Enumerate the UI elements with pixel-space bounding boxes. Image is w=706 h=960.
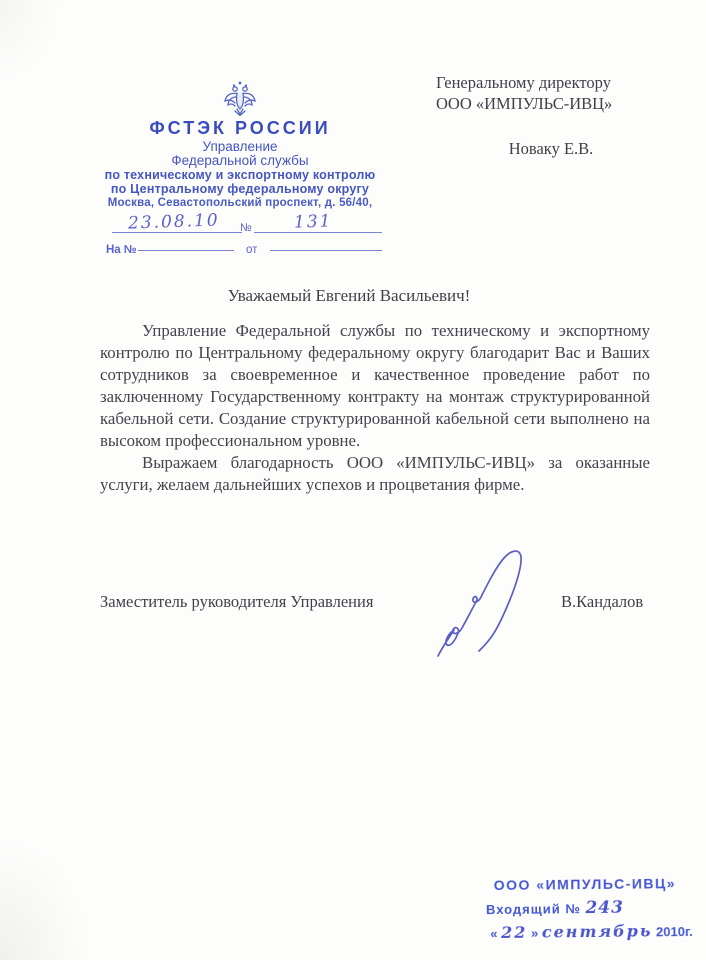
stamp-incoming-row (486, 897, 701, 919)
handwritten-signature (424, 534, 534, 666)
stamp-quote-open: « (490, 926, 498, 942)
ot-label: от (246, 244, 258, 256)
letterhead-org-name: ФСТЭК РОССИИ (149, 118, 331, 138)
body-paragraph-2: Выражаем благодарность ООО «ИМПУЛЬС-ИВЦ» за оказанные услуги, желаем дальнейших успехов и процветания фирме. (100, 453, 650, 494)
body-paragraph-1: Управление Федеральной службы по техническому и экспортному контролю по Центральному федеральному округу благодарит Вас и Ваших сотрудников за своевременное и качественное проведение работ по заключенному Государственному контракту на монтаж структурированной кабельной сети. Создание структурированной кабельной сети выполнено на высоком профессиональном уровне. (100, 321, 650, 450)
letterhead-line-3: по техническому и экспортному контролю (104, 168, 376, 182)
handwritten-number: 131 (293, 211, 333, 233)
letter-body (100, 320, 650, 496)
recipient-name: Новаку Е.В. (508, 139, 594, 158)
letterhead-line-4: по Центральному федеральному округу (110, 182, 370, 196)
stamp-quote-close: » (530, 925, 539, 941)
na-number-label: На № (106, 244, 137, 256)
incoming-registration-stamp (486, 875, 702, 942)
na-number-underline (138, 234, 234, 251)
stamp-incoming-number-handwritten: 243 (585, 897, 625, 919)
salutation: Уважаемый Евгений Васильевич! (227, 286, 471, 305)
stamp-date-row (490, 921, 701, 942)
recipient-position: Генеральному директору (436, 73, 611, 92)
stamp-day-handwritten: 22 (501, 922, 528, 942)
letterhead-line-2: Федеральной службы (171, 153, 309, 168)
letterhead-stamp (80, 80, 400, 262)
double-headed-eagle-emblem (223, 80, 257, 116)
stamp-incoming-number-sign: № (565, 901, 581, 917)
stamp-month-handwritten: сентябрь (541, 921, 653, 942)
number-sign: № (240, 222, 252, 234)
signer-title: Заместитель руководителя Управления (100, 592, 374, 611)
ot-underline (270, 234, 382, 251)
recipient-organization: ООО «ИМПУЛЬС-ИВЦ» (436, 94, 613, 113)
letterhead-line-1: Управление (202, 139, 278, 154)
letterhead-address: Москва, Севастопольский проспект, д. 56/40, (107, 197, 373, 209)
stamp-org-name: ООО «ИМПУЛЬС-ИВЦ» (493, 875, 677, 894)
stamp-year: 2010г. (655, 923, 693, 940)
handwritten-date: 23.08.10 (127, 210, 221, 234)
signer-name: В.Кандалов (561, 592, 644, 611)
incoming-ref-row (80, 242, 400, 262)
stamp-incoming-label: Входящий (485, 901, 561, 918)
recipient-block (436, 72, 666, 159)
